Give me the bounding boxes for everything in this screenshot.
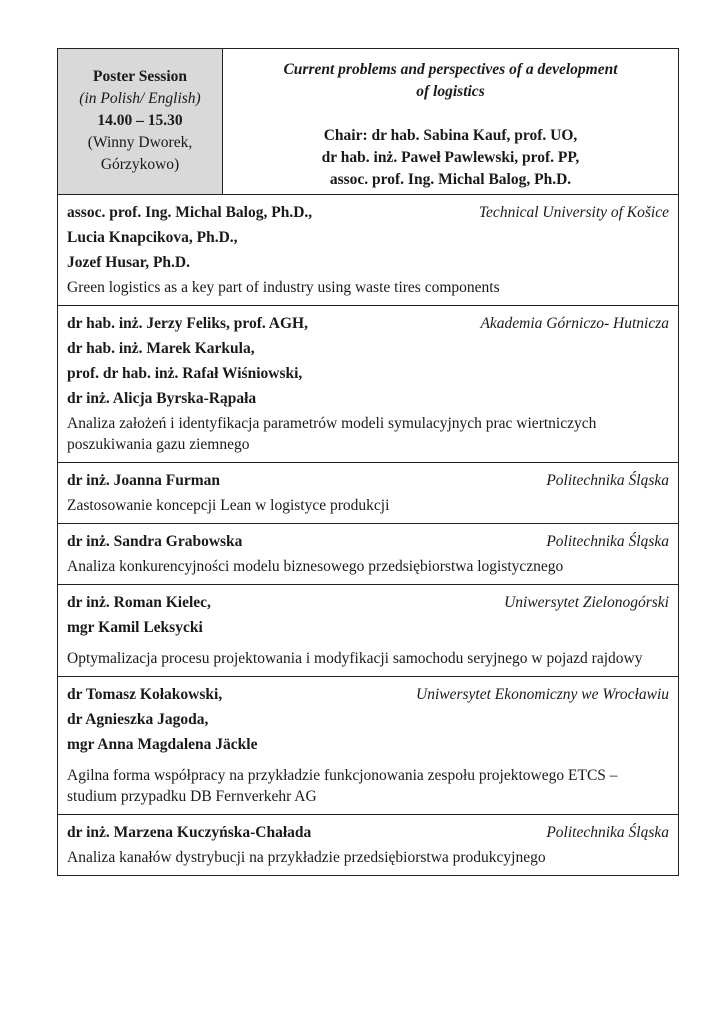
presentation-entry	[58, 585, 678, 677]
author: dr hab. inż. Jerzy Feliks, prof. AGH,	[67, 315, 308, 332]
chair-line3: assoc. prof. Ing. Michal Balog, Ph.D.	[329, 171, 572, 188]
institution: Uniwersytet Zielonogórski	[504, 594, 669, 611]
presentation-entry	[58, 524, 678, 585]
author: Lucia Knapcikova, Ph.D.,	[67, 229, 238, 246]
session-time: 14.00 – 15.30	[97, 112, 183, 129]
institution: Politechnika Śląska	[546, 472, 669, 489]
presentation-entry	[58, 306, 678, 463]
presentation-title: Agilna forma współpracy na przykładzie funkcjonowania zespołu projektowego ETCS – studium przypadku DB Fernverkehr AG	[67, 767, 618, 805]
session-venue-line1: (Winny Dworek,	[87, 134, 193, 151]
presentation-entry	[58, 815, 678, 875]
author: dr Tomasz Kołakowski,	[67, 686, 223, 703]
session-info	[58, 49, 223, 194]
author: dr hab. inż. Marek Karkula,	[67, 340, 255, 357]
presentation-title: Analiza założeń i identyfikacja parametrów modeli symulacyjnych prac wiertniczych poszukiwania gazu ziemnego	[67, 415, 597, 453]
presentation-title: Green logistics as a key part of industry using waste tires components	[67, 279, 500, 296]
session-venue-line2: Górzykowo)	[100, 156, 180, 173]
session-title-line1: Current problems and perspectives of a development	[283, 61, 618, 78]
session-language: (in Polish/ English)	[79, 90, 201, 107]
presentation-title: Optymalizacja procesu projektowania i modyfikacji samochodu seryjnego w pojazd rajdowy	[67, 650, 643, 667]
session-header	[58, 49, 678, 195]
chair-line1: Chair: dr hab. Sabina Kauf, prof. UO,	[323, 127, 578, 144]
institution: Politechnika Śląska	[546, 533, 669, 550]
presentation-title: Analiza konkurencyjności modelu biznesowego przedsiębiorstwa logistycznego	[67, 558, 564, 575]
presentation-entry	[58, 463, 678, 524]
presentation-title: Zastosowanie koncepcji Lean w logistyce produkcji	[67, 497, 390, 514]
session-title-line2: of logistics	[416, 83, 485, 100]
session-title-block	[223, 49, 678, 194]
author: dr inż. Joanna Furman	[67, 472, 221, 489]
presentation-entry	[58, 195, 678, 306]
author: dr inż. Alicja Byrska-Rąpała	[67, 390, 257, 407]
author: dr Agnieszka Jagoda,	[67, 711, 209, 728]
author: dr inż. Roman Kielec,	[67, 594, 211, 611]
author: dr inż. Sandra Grabowska	[67, 533, 243, 550]
institution: Politechnika Śląska	[546, 824, 669, 841]
institution: Technical University of Košice	[478, 204, 669, 221]
institution: Uniwersytet Ekonomiczny we Wrocławiu	[416, 686, 669, 703]
author: mgr Kamil Leksycki	[67, 619, 203, 636]
chair-line2: dr hab. inż. Paweł Pawlewski, prof. PP,	[321, 149, 580, 166]
author: mgr Anna Magdalena Jäckle	[67, 736, 258, 753]
session-table	[57, 48, 679, 876]
presentation-entry	[58, 677, 678, 815]
author: Jozef Husar, Ph.D.	[67, 254, 190, 271]
session-name: Poster Session	[92, 68, 187, 85]
presentation-title: Analiza kanałów dystrybucji na przykładzie przedsiębiorstwa produkcyjnego	[67, 849, 546, 866]
author: dr inż. Marzena Kuczyńska-Chałada	[67, 824, 312, 841]
institution: Akademia Górniczo- Hutnicza	[480, 315, 669, 332]
author: prof. dr hab. inż. Rafał Wiśniowski,	[67, 365, 303, 382]
author: assoc. prof. Ing. Michal Balog, Ph.D.,	[67, 204, 313, 221]
